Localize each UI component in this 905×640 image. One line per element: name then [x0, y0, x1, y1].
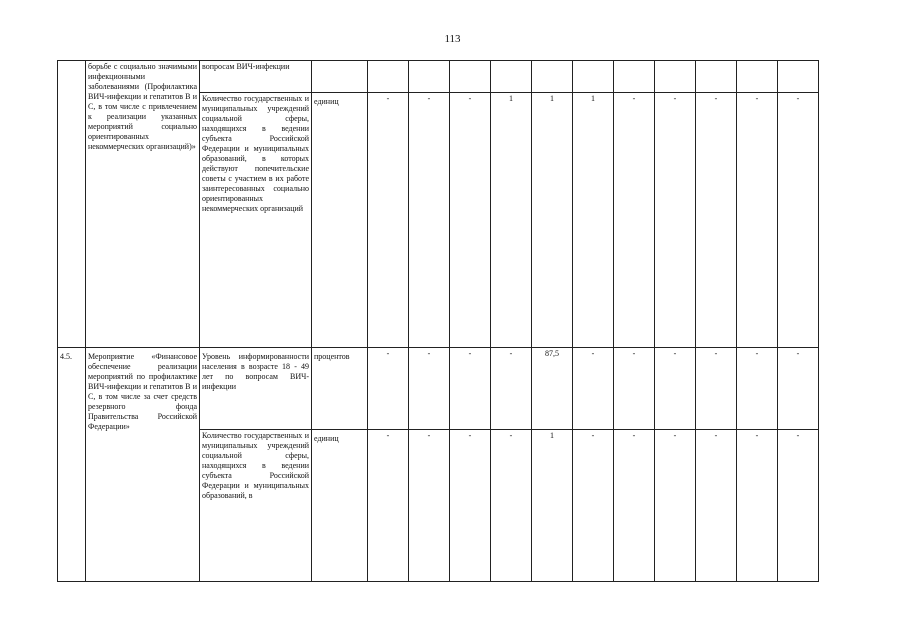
- value-cell: 1: [532, 93, 573, 348]
- value-cell: [409, 61, 450, 93]
- number-cell: 4.5.: [58, 348, 86, 582]
- value-cell: -: [409, 348, 450, 430]
- value-cell: -: [368, 93, 409, 348]
- value-cell: -: [696, 348, 737, 430]
- unit-cell: [312, 61, 368, 93]
- value-cell: -: [491, 348, 532, 430]
- unit-cell: процентов: [312, 348, 368, 430]
- value-cell: [614, 61, 655, 93]
- indicators-table: [57, 60, 819, 582]
- value-cell: -: [614, 348, 655, 430]
- value-cell: -: [778, 430, 819, 582]
- value-cell: -: [737, 348, 778, 430]
- value-cell: -: [573, 348, 614, 430]
- unit-cell: единиц: [312, 93, 368, 348]
- value-cell: [655, 61, 696, 93]
- value-cell: -: [655, 348, 696, 430]
- value-cell: -: [573, 430, 614, 582]
- value-cell: -: [778, 348, 819, 430]
- value-cell: -: [491, 430, 532, 582]
- value-cell: -: [409, 430, 450, 582]
- unit-cell: единиц: [312, 430, 368, 582]
- value-cell: [491, 61, 532, 93]
- value-cell: 1: [532, 430, 573, 582]
- value-cell: [696, 61, 737, 93]
- value-cell: [778, 61, 819, 93]
- value-cell: -: [778, 93, 819, 348]
- value-cell: [532, 61, 573, 93]
- table-row: [58, 61, 819, 93]
- value-cell: 87,5: [532, 348, 573, 430]
- page-number: 113: [444, 33, 461, 45]
- indicator-name-cell: вопросам ВИЧ-инфекции: [200, 61, 312, 93]
- indicator-name-cell: Уровень информированности населения в возрасте 18 - 49 лет по вопросам ВИЧ-инфекции: [200, 348, 312, 430]
- event-name-cell: Мероприятие «Финансовое обеспечение реализации мероприятий по профилактике ВИЧ-инфекции и гепатитов В и С, в том числе за счет средств резервного фонда Правительства Российской Федерации»: [86, 348, 200, 582]
- value-cell: [368, 61, 409, 93]
- value-cell: -: [409, 93, 450, 348]
- value-cell: -: [450, 348, 491, 430]
- value-cell: -: [614, 430, 655, 582]
- indicator-name-cell: Количество государственных и муниципальных учреждений социальной сферы, находящихся в ведении субъекта Российской Федерации и муниципальных образований, в которых действуют попечительские советы с участием в их работе заинтересованных социально ориентированных некоммерческих организаций: [200, 93, 312, 348]
- value-cell: -: [737, 93, 778, 348]
- table-row: [58, 348, 819, 430]
- event-name-cell: борьбе с социально значимыми инфекционными заболеваниями (Профилактика ВИЧ-инфекции и гепатитов В и С, в том числе с привлечением к реализации указанных мероприятий социально ориентированных некоммерческих организаций)»: [86, 61, 200, 348]
- value-cell: -: [368, 348, 409, 430]
- value-cell: 1: [573, 93, 614, 348]
- value-cell: [450, 61, 491, 93]
- value-cell: -: [696, 430, 737, 582]
- value-cell: -: [368, 430, 409, 582]
- value-cell: -: [655, 430, 696, 582]
- value-cell: [573, 61, 614, 93]
- value-cell: -: [737, 430, 778, 582]
- value-cell: -: [655, 93, 696, 348]
- value-cell: -: [450, 430, 491, 582]
- indicator-name-cell: Количество государственных и муниципальных учреждений социальной сферы, находящихся в ведении субъекта Российской Федерации и муниципальных образований, в: [200, 430, 312, 582]
- value-cell: -: [450, 93, 491, 348]
- value-cell: -: [696, 93, 737, 348]
- value-cell: 1: [491, 93, 532, 348]
- value-cell: -: [614, 93, 655, 348]
- value-cell: [737, 61, 778, 93]
- number-cell: [58, 61, 86, 348]
